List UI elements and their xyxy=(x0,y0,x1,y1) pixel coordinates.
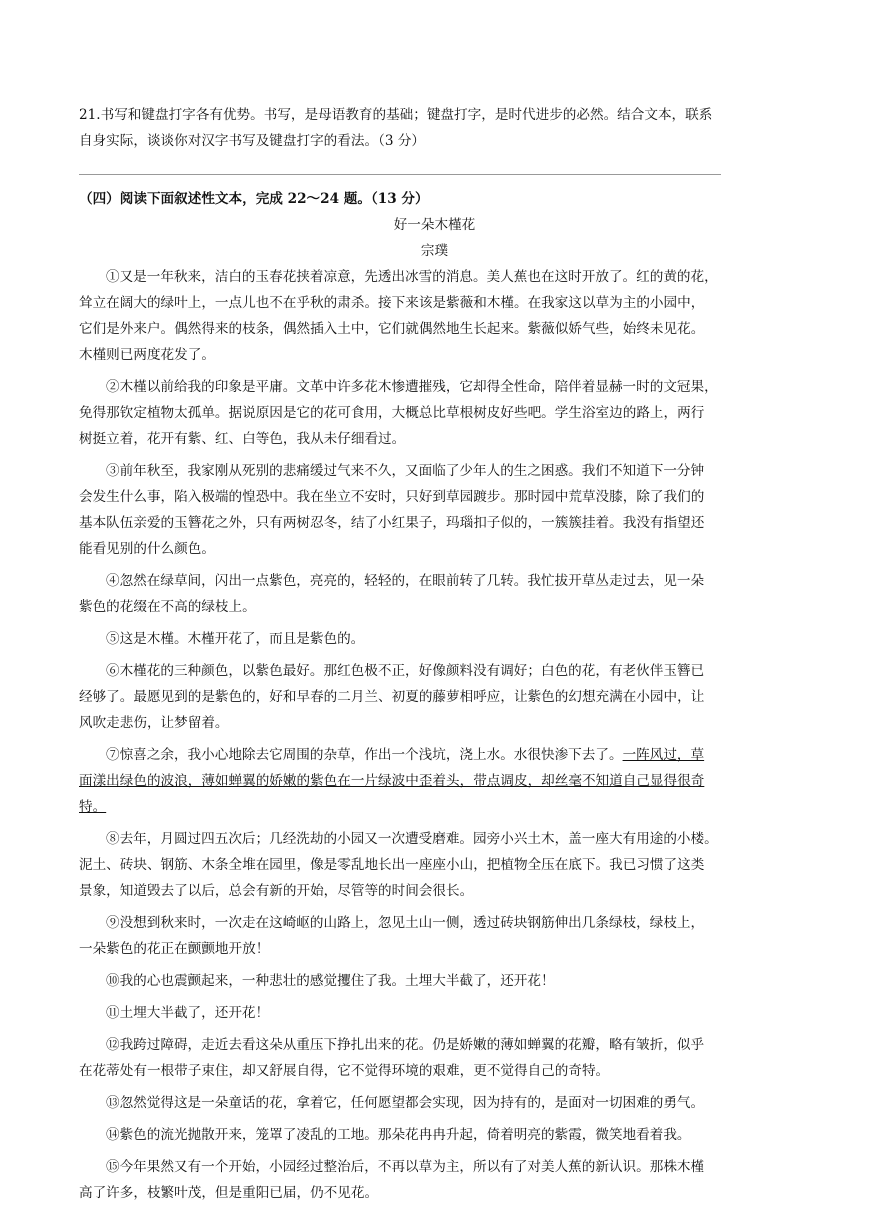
article-line: 特。 xyxy=(79,799,107,815)
article-line: ⑨没想到秋来时，一次走在这崎岖的山路上，忽见土山一侧，透过砖块钢筋伸出几条绿枝，绿枝上， xyxy=(106,915,705,931)
article-line: 高了许多，枝繁叶茂，但是重阳已届，仍不见花。 xyxy=(79,1185,379,1201)
article-line: ⑩我的心也震颤起来，一种悲壮的感觉攫住了我。土埋大半截了，还开花！ xyxy=(106,973,555,989)
article-title: 好一朵木槿花 xyxy=(393,217,476,233)
article-line: ④忽然在绿草间，闪出一点紫色，亮亮的，轻轻的，在眼前转了几转。我忙拔开草丛走过去，见一朵 xyxy=(106,573,705,589)
answer-line xyxy=(79,174,721,175)
article-line: ⑭紫色的流光抛散开来，笼罩了凌乱的工地。那朵花冉冉升起，倚着明亮的紫霞，微笑地看着我。 xyxy=(106,1127,691,1143)
underlined-passage: 一阵风过，草 xyxy=(622,747,705,763)
article-line: 在花蒂处有一根带子束住，却又舒展自得，它不觉得环境的艰难，更不觉得自己的奇特。 xyxy=(79,1063,610,1079)
question-21-line-1: 21.书写和键盘打字各有优势。书写，是母语教育的基础；键盘打字，是时代进步的必然。结合文本，联系 xyxy=(79,107,713,123)
article-line: 风吹走悲伤，让梦留着。 xyxy=(79,715,229,731)
article-line: ②木槿以前给我的印象是平庸。文革中许多花木惨遭摧残，它却得全性命，陪伴着显赫一时的文冠果， xyxy=(106,379,718,395)
article-line: ⑬忽然觉得这是一朵童话的花，拿着它，任何愿望都会实现，因为持有的，是面对一切困难的勇气。 xyxy=(106,1095,705,1111)
article-line: 耸立在阔大的绿叶上，一点儿也不在乎秋的肃杀。接下来该是紫薇和木槿。在我家这以草为主的小园中， xyxy=(79,295,705,311)
article-line: 泥土、砖块、钢筋、木条全堆在园里，像是零乱地长出一座座小山，把植物全压在底下。我已习惯了这类 xyxy=(79,857,705,873)
article-line: 木槿则已两度花发了。 xyxy=(79,347,215,363)
article-line: ③前年秋至，我家刚从死别的悲痛缓过气来不久，又面临了少年人的生之困惑。我们不知道下一分钟 xyxy=(106,463,705,479)
question-21-line-2: 自身实际，谈谈你对汉字书写及键盘打字的看法。（3 分） xyxy=(79,133,426,149)
article-line: 会发生什么事，陷入极端的惶恐中。我在坐立不安时，只好到草园踱步。那时园中荒草没膝，除了我们的 xyxy=(79,489,705,505)
article-line: ⑫我跨过障碍，走近去看这朵从重压下挣扎出来的花。仍是娇嫩的薄如蝉翼的花瓣，略有皱折，似乎 xyxy=(106,1037,705,1053)
article-line: 面漾出绿色的波浪，薄如蝉翼的娇嫩的紫色在一片绿波中歪着头，带点调皮，却丝毫不知道自己显得很奇 xyxy=(79,773,705,789)
article-line: ⑥木槿花的三种颜色，以紫色最好。那红色极不正，好像颜料没有调好；白色的花，有老伙伴玉簪已 xyxy=(106,663,705,679)
article-author: 宗璞 xyxy=(420,243,449,259)
article-line: ⑦惊喜之余，我小心地除去它周围的杂草，作出一个浅坑，浇上水。水很快渗下去了。一阵风过，草 xyxy=(106,747,705,763)
article-line: 树挺立着，花开有紫、红、白等色，我从未仔细看过。 xyxy=(79,431,406,447)
article-line: 经够了。最愿见到的是紫色的，好和早春的二月兰、初夏的藤萝相呼应，让紫色的幻想充满在小园中，让 xyxy=(79,689,705,705)
article-line: 基本队伍亲爱的玉簪花之外，只有两树忍冬，结了小红果子，玛瑙扣子似的，一簇簇挂着。我没有指望还 xyxy=(79,515,705,531)
article-line: 景象，知道毁去了以后，总会有新的开始，尽管等的时间会很长。 xyxy=(79,883,474,899)
article-line: 一朵紫色的花正在颤颤地开放！ xyxy=(79,941,270,957)
article-line: 紫色的花缀在不高的绿枝上。 xyxy=(79,599,256,615)
article-line: 它们是外来户。偶然得来的枝条，偶然插入土中，它们就偶然地生长起来。紫薇似娇气些，始终未见花。 xyxy=(79,321,705,337)
section-heading: （四）阅读下面叙述性文本，完成 22～24 题。（13 分） xyxy=(79,191,429,207)
article-line: ⑮今年果然又有一个开始，小园经过整治后，不再以草为主，所以有了对美人蕉的新认识。那株木槿 xyxy=(106,1159,705,1175)
article-line: ①又是一年秋来，洁白的玉春花挟着凉意，先透出冰雪的消息。美人蕉也在这时开放了。红的黄的花， xyxy=(106,269,718,285)
article-line: 能看见别的什么颜色。 xyxy=(79,541,215,557)
article-line: ⑧去年，月圆过四五次后；几经洗劫的小园又一次遭受磨难。园旁小兴土木，盖一座大有用途的小楼。 xyxy=(106,831,718,847)
article-line: ⑤这是木槿。木槿开花了，而且是紫色的。 xyxy=(106,631,365,647)
article-line: ⑪土埋大半截了，还开花！ xyxy=(106,1005,270,1021)
article-line: 免得那钦定植物太孤单。据说原因是它的花可食用，大概总比草根树皮好些吧。学生浴室边的路上，两行 xyxy=(79,405,705,421)
